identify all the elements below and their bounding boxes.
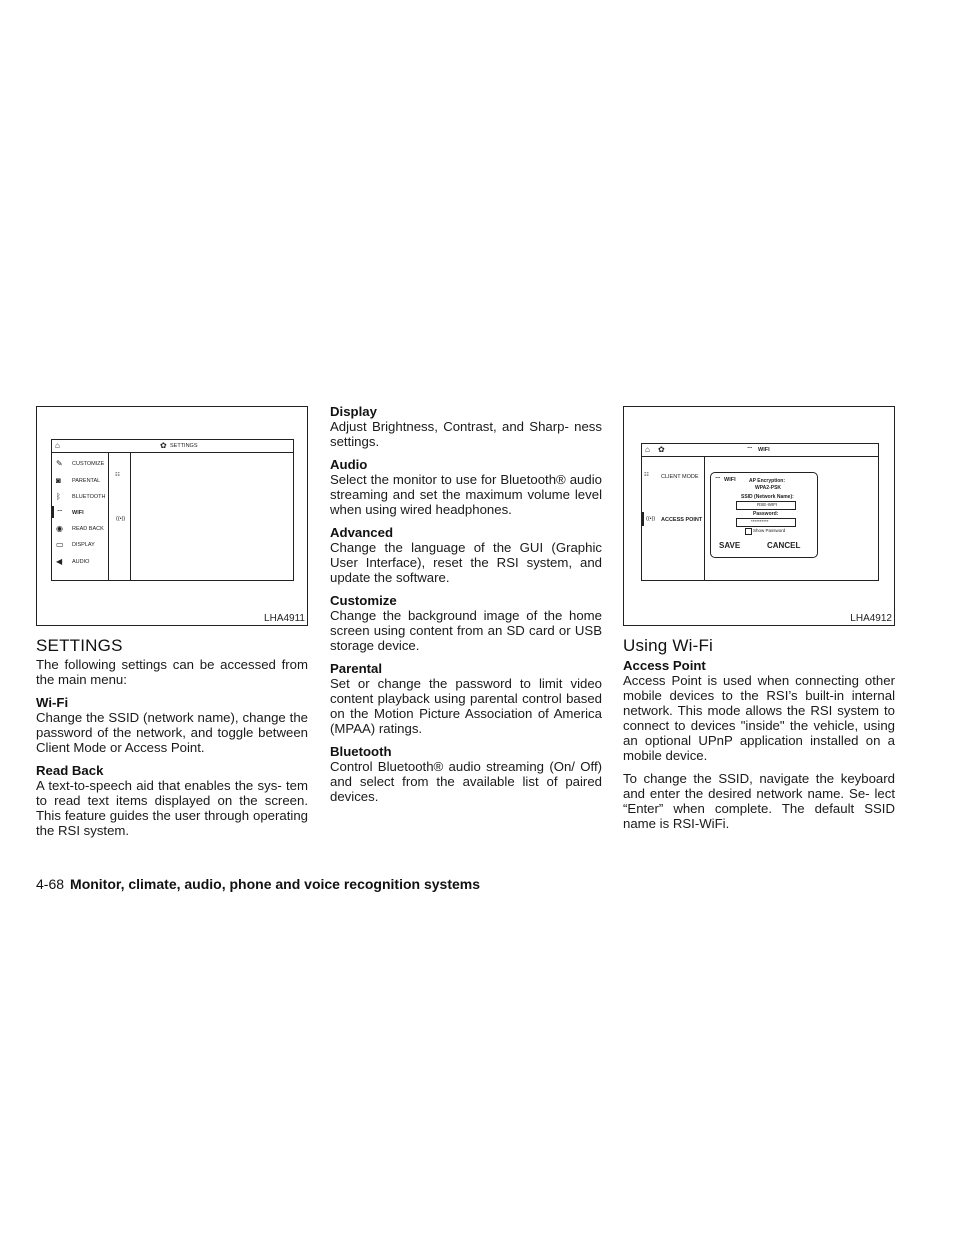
dialog-title: WIFI xyxy=(724,477,736,483)
chapter-title: Monitor, climate, audio, phone and voice recognition systems xyxy=(70,876,480,892)
figure-label: LHA4912 xyxy=(850,613,892,624)
ssid-input[interactable]: RSE-WIFI xyxy=(736,501,796,510)
audio-text: Select the monitor to use for Bluetooth® audio streaming and set the maximum volume level when using wired headphones. xyxy=(330,472,602,517)
settings-header-title: SETTINGS xyxy=(170,443,198,449)
menu-item-read-back: READ BACK xyxy=(72,526,104,532)
subheading-wifi: Wi-Fi xyxy=(36,695,69,710)
wifi-icon: ⌔ xyxy=(56,508,64,517)
encryption-label: AP Encryption: xyxy=(749,478,786,484)
speaker-icon: ◀ xyxy=(56,557,63,566)
menu-item-wifi: WIFI xyxy=(72,510,84,516)
read-back-icon: ◉ xyxy=(56,524,63,533)
gear-icon: ✿ xyxy=(160,441,167,450)
subheading-audio: Audio xyxy=(330,457,368,472)
ssid-label: SSID (Network Name): xyxy=(741,494,794,500)
password-input[interactable]: ********** xyxy=(736,518,796,527)
display-icon: ▭ xyxy=(56,540,64,549)
lock-icon: ◙ xyxy=(56,476,61,485)
ethernet-icon: ☷ xyxy=(115,472,120,478)
wifi-screen xyxy=(641,443,879,581)
settings-screen xyxy=(51,439,294,581)
page-footer xyxy=(36,876,480,892)
display-text: Adjust Brightness, Contrast, and Sharp- ness settings. xyxy=(330,419,602,449)
ssid-change-text: To change the SSID, navigate the keyboard and enter the desired network name. Se- lect “Enter” when complete. The default SSID name is RSI-WiFi. xyxy=(623,771,895,831)
cancel-button[interactable]: CANCEL xyxy=(767,541,801,550)
subheading-access-point: Access Point xyxy=(623,658,706,673)
client-mode-icon: ☷ xyxy=(644,472,649,478)
section-heading-using-wifi: Using Wi-Fi xyxy=(623,636,714,655)
page-number: 4-68 xyxy=(36,876,65,892)
wifi-dialog xyxy=(710,472,818,558)
menu-item-customize: CUSTOMIZE xyxy=(72,461,105,467)
wrench-icon: ✎ xyxy=(56,459,63,468)
wifi-figure xyxy=(623,406,895,626)
customize-text: Change the background image of the home screen using content from an SD card or USB storage device. xyxy=(330,608,602,653)
parental-text: Set or change the password to limit video content playback using parental control based on the Motion Picture Association of America (MPAA) ratings. xyxy=(330,676,602,736)
figure-label: LHA4911 xyxy=(264,613,305,624)
subheading-display: Display xyxy=(330,404,377,419)
signal-icon: ((•)) xyxy=(116,516,126,522)
read-back-text: A text-to-speech aid that enables the sys- tem to read text items displayed on the screen. This feature guides the user through operating the RSI system. xyxy=(36,778,308,838)
mode-access-point: ACCESS POINT xyxy=(661,517,703,523)
menu-item-display: DISPLAY xyxy=(72,542,95,548)
subheading-advanced: Advanced xyxy=(330,525,394,540)
mode-client: CLIENT MODE xyxy=(661,474,699,480)
wifi-icon: ⌔ xyxy=(714,475,722,484)
access-point-text: Access Point is used when connecting other mobile devices to the RSI’s built-in internal network. This mode allows the RSI system to connect to devices "inside" the vehicle, using an optional UPnP application installed on a mobile device. xyxy=(623,673,895,763)
show-password-label: Show Password xyxy=(753,528,786,533)
gear-icon: ✿ xyxy=(658,445,665,454)
subheading-read-back: Read Back xyxy=(36,763,104,778)
show-password-checkbox[interactable] xyxy=(745,528,752,535)
settings-figure xyxy=(36,406,308,626)
bluetooth-icon: ᛒ xyxy=(56,492,61,501)
subheading-customize: Customize xyxy=(330,593,397,608)
settings-intro: The following settings can be accessed from the main menu: xyxy=(36,657,308,687)
home-icon: ⌂ xyxy=(645,445,650,454)
subheading-bluetooth: Bluetooth xyxy=(330,744,392,759)
section-heading-settings: SETTINGS xyxy=(36,636,123,655)
password-label: Password: xyxy=(753,511,779,517)
menu-item-parental: PARENTAL xyxy=(72,478,101,484)
bluetooth-text: Control Bluetooth® audio streaming (On/ Off) and select from the available list of paired devices. xyxy=(330,759,602,804)
menu-item-audio: AUDIO xyxy=(72,559,90,565)
menu-item-bluetooth: BLUETOOTH xyxy=(72,494,106,500)
access-point-icon: ((•)) xyxy=(646,516,656,522)
wifi-header-title: WIFI xyxy=(758,447,770,453)
save-button[interactable]: SAVE xyxy=(719,541,741,550)
advanced-text: Change the language of the GUI (Graphic User Interface), reset the RSI system, and update the software. xyxy=(330,540,602,585)
wifi-text: Change the SSID (network name), change the password of the network, and toggle between Client Mode or Access Point. xyxy=(36,710,308,755)
subheading-parental: Parental xyxy=(330,661,383,676)
encryption-value: WPA2-PSK xyxy=(755,485,782,491)
wifi-icon: ⌔ xyxy=(746,445,754,454)
home-icon: ⌂ xyxy=(55,441,60,450)
